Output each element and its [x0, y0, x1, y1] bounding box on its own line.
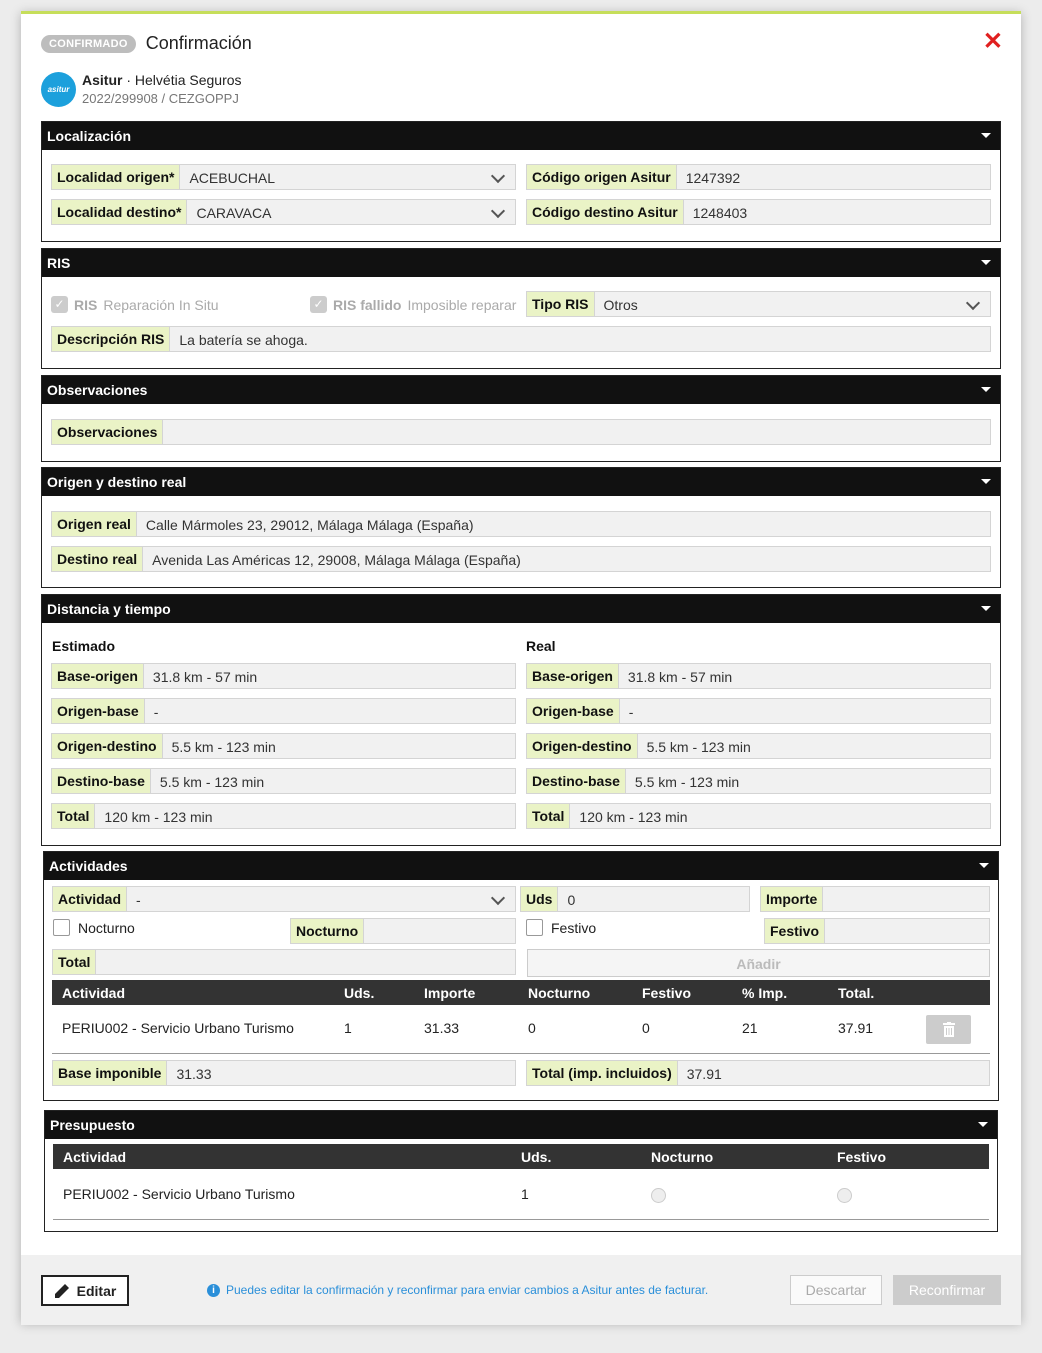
check-icon: ✓ [310, 296, 327, 313]
checkbox-text: Reparación In Situ [103, 296, 219, 313]
estimado-origen-destino[interactable] [51, 733, 516, 759]
estimado-origen-base[interactable] [51, 698, 516, 724]
field-label: Código destino Asitur [527, 200, 684, 224]
total-input[interactable] [52, 949, 516, 975]
section-actividades [43, 851, 999, 1101]
field-value: ACEBUCHAL [189, 170, 276, 186]
section-header[interactable] [44, 852, 998, 880]
reconfirm-button[interactable]: Reconfirmar [893, 1275, 1001, 1305]
cell-actividad: PERIU002 - Servicio Urbano Turismo [63, 1186, 295, 1202]
field-value: 5.5 km - 123 min [171, 739, 276, 755]
section-observaciones [41, 375, 1001, 462]
edit-button[interactable] [41, 1275, 129, 1306]
localidad-destino-select[interactable] [51, 199, 516, 225]
cell-uds: 1 [521, 1186, 529, 1202]
nocturno-checkbox[interactable] [53, 919, 135, 936]
destino-real-field[interactable] [51, 546, 991, 572]
descripcion-ris-field[interactable] [51, 326, 991, 352]
chevron-down-icon[interactable] [485, 887, 515, 911]
check-icon: ✓ [51, 296, 68, 313]
table-row [52, 1015, 990, 1045]
asitur-logo: asitur [41, 72, 76, 107]
divider [53, 1219, 989, 1220]
field-label: Localidad origen* [52, 165, 180, 189]
field-label: Actividad [53, 887, 127, 911]
field-label: Nocturno [291, 919, 364, 943]
company-name: Asitur [82, 72, 123, 88]
modal-title: Confirmación [145, 33, 252, 53]
field-label: Código origen Asitur [527, 165, 677, 189]
section-header[interactable] [42, 249, 1000, 277]
trash-icon [943, 1022, 955, 1037]
field-value: La batería se ahoga. [179, 332, 308, 348]
column-header: Uds. [344, 985, 375, 1001]
section-header[interactable] [42, 468, 1000, 496]
field-value: - [136, 892, 141, 908]
caret-down-icon[interactable] [978, 1122, 988, 1127]
field-label: Total (imp. incluidos) [527, 1061, 678, 1085]
field-value: - [628, 704, 634, 720]
estimado-total[interactable] [51, 803, 516, 829]
section-title: Actividades [49, 858, 128, 874]
importe-input[interactable] [760, 886, 990, 912]
field-label: Total [527, 804, 570, 828]
field-value: 1248403 [692, 205, 748, 221]
section-title: Distancia y tiempo [47, 601, 171, 617]
field-label: Origen real [52, 512, 137, 536]
field-value: Avenida Las Américas 12, 29008, Málaga Málaga (España) [152, 552, 521, 568]
chevron-down-icon[interactable] [960, 292, 990, 316]
checkbox-label: Festivo [551, 919, 597, 936]
real-origen-base[interactable] [526, 698, 991, 724]
field-value: - [153, 704, 159, 720]
estimado-destino-base[interactable] [51, 768, 516, 794]
festivo-input[interactable] [764, 918, 990, 944]
base-imponible-field[interactable] [52, 1060, 516, 1086]
real-origen-destino[interactable] [526, 733, 991, 759]
divider [52, 1053, 990, 1054]
cell-total: 37.91 [838, 1020, 874, 1036]
cell-actividad: PERIU002 - Servicio Urbano Turismo [62, 1020, 294, 1036]
field-label: Festivo [765, 919, 825, 943]
insurer-name: Helvétia Seguros [134, 72, 242, 88]
field-label: Origen-destino [52, 734, 163, 758]
codigo-origen-field[interactable] [526, 164, 991, 190]
field-label: Importe [761, 887, 823, 911]
field-label: Base imponible [53, 1061, 167, 1085]
column-header: Festivo [837, 1149, 887, 1165]
caret-down-icon[interactable] [981, 133, 991, 138]
field-value: 0 [567, 892, 576, 908]
checkbox-label: RIS [74, 296, 98, 313]
field-label: Total [53, 950, 96, 974]
real-heading: Real [526, 638, 556, 654]
column-header: Actividad [63, 1149, 127, 1165]
uds-input[interactable] [520, 886, 750, 912]
field-label: Descripción RIS [52, 327, 170, 351]
field-value: 1247392 [685, 170, 741, 186]
real-destino-base[interactable] [526, 768, 991, 794]
actividades-table-header [52, 980, 990, 1005]
pencil-icon [54, 1283, 70, 1299]
field-label: Destino-base [52, 769, 151, 793]
cell-importe: 31.33 [424, 1020, 460, 1036]
company-separator: · [122, 72, 135, 88]
field-label: Base-origen [527, 664, 619, 688]
cell-festivo: 0 [642, 1020, 650, 1036]
field-label: Destino real [52, 547, 143, 571]
origen-real-field[interactable] [51, 511, 991, 537]
checkbox-box[interactable] [53, 919, 70, 936]
section-title: Localización [47, 128, 132, 144]
total-imp-field[interactable] [526, 1060, 990, 1086]
checkbox-text: Imposible reparar [407, 296, 517, 313]
field-label: Total [52, 804, 95, 828]
field-value: 5.5 km - 123 min [634, 774, 740, 790]
info-icon: i [207, 1284, 220, 1297]
section-header[interactable] [42, 122, 1000, 150]
field-value: Otros [603, 297, 638, 313]
cell-imp: 21 [742, 1020, 758, 1036]
field-value [163, 420, 990, 444]
field-value: Calle Mármoles 23, 29012, Málaga Málaga (España) [145, 517, 474, 533]
ris-checkbox[interactable] [51, 296, 219, 313]
field-label: Base-origen [52, 664, 144, 688]
section-localizacion [41, 121, 1001, 242]
section-presupuesto [44, 1110, 998, 1232]
column-header: Uds. [521, 1149, 552, 1165]
caret-down-icon[interactable] [981, 606, 991, 611]
column-header: Nocturno [528, 985, 591, 1001]
field-value: 31.8 km - 57 min [627, 669, 733, 685]
delete-button[interactable] [926, 1015, 971, 1044]
caret-down-icon[interactable] [981, 387, 991, 392]
field-value: 5.5 km - 123 min [159, 774, 265, 790]
field-label: Uds [521, 887, 558, 911]
chevron-down-icon[interactable] [485, 200, 515, 224]
estimado-heading: Estimado [52, 638, 116, 654]
codigo-destino-field[interactable] [526, 199, 991, 225]
section-title: RIS [47, 255, 71, 271]
section-title: Observaciones [47, 382, 148, 398]
button-label: Editar [76, 1282, 117, 1299]
case-reference: 2022/299908 / CEZGOPPJ [82, 91, 239, 106]
checkbox-label: Nocturno [78, 919, 135, 936]
info-text: Puedes editar la confirmación y reconfirmar para enviar cambios a Asitur antes de facturar. [226, 1283, 709, 1297]
checkbox-label: RIS fallido [333, 296, 402, 313]
real-base-origen[interactable] [526, 663, 991, 689]
real-total[interactable] [526, 803, 991, 829]
confirmation-modal [21, 11, 1021, 1322]
field-value [823, 887, 989, 911]
checkbox-box[interactable] [526, 919, 543, 936]
field-label: Destino-base [527, 769, 626, 793]
section-header[interactable] [42, 595, 1000, 623]
field-label: Origen-destino [527, 734, 638, 758]
caret-down-icon[interactable] [981, 479, 991, 484]
section-header[interactable] [42, 376, 1000, 404]
caret-down-icon[interactable] [979, 863, 989, 868]
status-badge: CONFIRMADO [41, 35, 136, 53]
field-value: 37.91 [686, 1066, 722, 1082]
close-icon[interactable]: ✕ [982, 28, 1003, 55]
column-header: Total. [838, 985, 875, 1001]
field-value [96, 950, 515, 974]
section-header[interactable] [45, 1111, 997, 1139]
column-header: Actividad [62, 985, 126, 1001]
modal-header [41, 33, 252, 54]
field-label: Localidad destino* [52, 200, 187, 224]
field-value: 31.33 [176, 1066, 212, 1082]
section-distancia [41, 594, 1001, 846]
column-header: Festivo [642, 985, 692, 1001]
section-origen-destino [41, 467, 1001, 588]
field-value: 5.5 km - 123 min [646, 739, 751, 755]
column-header: Nocturno [651, 1149, 714, 1165]
company-line [82, 72, 242, 88]
chevron-down-icon[interactable] [485, 165, 515, 189]
field-label: Origen-base [527, 699, 620, 723]
nocturno-input[interactable] [290, 918, 516, 944]
field-label: Observaciones [52, 420, 163, 444]
caret-down-icon[interactable] [981, 260, 991, 265]
actividad-select[interactable] [52, 886, 516, 912]
field-value [825, 919, 989, 943]
tipo-ris-select[interactable] [526, 291, 991, 317]
festivo-checkbox[interactable] [526, 919, 596, 936]
section-title: Origen y destino real [47, 474, 187, 490]
observaciones-field[interactable] [51, 419, 991, 445]
info-message [207, 1283, 708, 1297]
field-value: 31.8 km - 57 min [152, 669, 258, 685]
column-header: % Imp. [742, 985, 788, 1001]
ris-fallido-checkbox[interactable] [310, 296, 516, 313]
cell-uds: 1 [344, 1020, 352, 1036]
estimado-base-origen[interactable] [51, 663, 516, 689]
field-label: Tipo RIS [527, 292, 595, 316]
localidad-origen-select[interactable] [51, 164, 516, 190]
add-button[interactable]: Añadir [527, 949, 990, 977]
presupuesto-table-header [53, 1144, 989, 1169]
cell-nocturno: 0 [528, 1020, 536, 1036]
field-value: 120 km - 123 min [104, 809, 213, 825]
nocturno-radio[interactable] [651, 1188, 666, 1203]
column-header: Importe [424, 985, 476, 1001]
field-label: Origen-base [52, 699, 145, 723]
modal-footer [21, 1255, 1021, 1325]
discard-button[interactable]: Descartar [790, 1275, 882, 1305]
field-value: 120 km - 123 min [579, 809, 688, 825]
field-value: CARAVACA [196, 205, 272, 221]
festivo-radio[interactable] [837, 1188, 852, 1203]
section-ris [41, 248, 1001, 369]
section-title: Presupuesto [50, 1117, 135, 1133]
field-value [364, 919, 515, 943]
